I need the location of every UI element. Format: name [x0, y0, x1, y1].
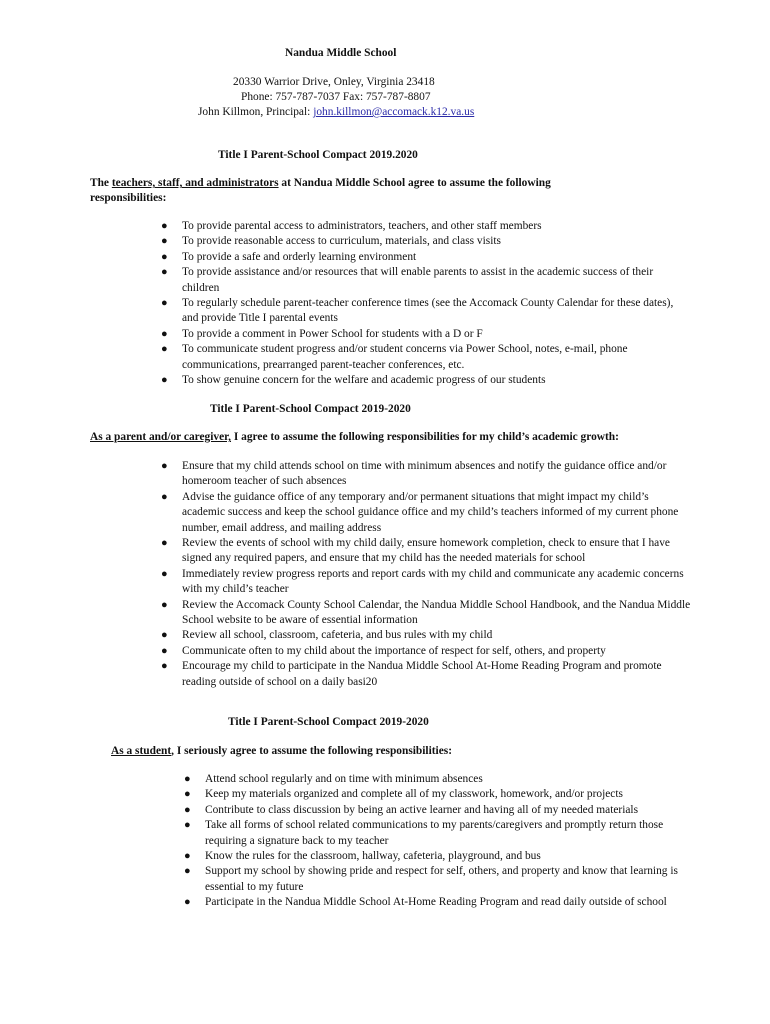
bullet-icon: ● [161, 567, 168, 580]
bullet-icon: ● [184, 819, 191, 832]
list-item-text: To regularly schedule parent-teacher conference times (see the Accomack County Calendar for these dates), and provide Title I parental events [182, 297, 674, 325]
list-item-text: Review the events of school with my child daily, ensure homework completion, check to ensure that I have signed any required papers, and ensure that my child has the needed materials for school [182, 537, 670, 565]
bullet-icon: ● [161, 327, 168, 340]
section2-title: Title I Parent-School Compact 2019-2020 [210, 403, 411, 415]
list-item-text: Immediately review progress reports and report cards with my child and communicate any academic concerns with my child’s teacher [182, 567, 684, 596]
list-item-text: Take all forms of school related communications to my parents/caregivers and promptly return those requiring a signature back to my teacher [205, 819, 664, 847]
list-item-text: To provide reasonable access to curriculum, materials, and class visits [182, 235, 501, 248]
list-item [161, 567, 692, 598]
section1-intro-prefix: The [90, 177, 112, 189]
bullet-icon: ● [161, 490, 168, 503]
section1-list [161, 219, 682, 388]
bullet-icon: ● [161, 644, 168, 657]
list-item [184, 818, 690, 849]
section1-intro-line2: responsibilities: [90, 192, 167, 204]
school-phone-fax: Phone: 757-787-7037 Fax: 757-787-8807 [241, 91, 431, 103]
bullet-icon: ● [184, 865, 191, 878]
section3-intro-suffix: , I seriously agree to assume the following responsibilities: [171, 745, 453, 757]
list-item [161, 373, 682, 388]
principal-line [198, 105, 474, 120]
list-item-text: To provide parental access to administrators, teachers, and other staff members [182, 220, 542, 232]
list-item [161, 536, 692, 567]
list-item-text: To show genuine concern for the welfare and academic progress of our students [182, 374, 546, 387]
section3-list [184, 772, 690, 911]
list-item [161, 659, 692, 690]
bullet-icon: ● [161, 374, 168, 387]
list-item [161, 219, 682, 234]
list-item [161, 250, 682, 265]
bullet-icon: ● [161, 629, 168, 642]
section2-intro-underlined: As a parent and/or caregiver, [90, 431, 232, 443]
section3-intro-underlined: As a student [111, 745, 172, 757]
list-item-text: To provide assistance and/or resources that will enable parents to assist in the academic success of their children [182, 266, 654, 294]
section3-intro [111, 744, 452, 759]
list-item [161, 327, 682, 342]
bullet-icon: ● [161, 297, 168, 310]
list-item-text: Advise the guidance office of any temporary and/or permanent situations that might impact my child’s academic success and keep the school guidance office and my child’s teachers informed of my current phone number, email address, and mailing address [182, 490, 679, 534]
list-item [161, 265, 682, 296]
list-item [184, 787, 690, 802]
section2-intro [90, 430, 619, 445]
list-item [161, 459, 692, 490]
list-item-text: Contribute to class discussion by being an active learner and having all of my needed materials [205, 803, 639, 816]
list-item-text: Support my school by showing pride and respect for self, others, and property and know that learning is essential to my future [205, 865, 678, 893]
section1-intro-suffix: at Nandua Middle School agree to assume the following [278, 177, 551, 189]
list-item-text: To provide a safe and orderly learning environment [182, 250, 417, 263]
list-item-text: Participate in the Nandua Middle School At-Home Reading Program and read daily outside of school [205, 896, 667, 909]
bullet-icon: ● [161, 460, 168, 472]
list-item-text: To provide a comment in Power School for students with a D or F [182, 327, 483, 340]
principal-email-link[interactable]: john.killmon@accomack.k12.va.us [313, 106, 475, 118]
list-item [161, 234, 682, 249]
bullet-icon: ● [161, 537, 168, 550]
bullet-icon: ● [184, 896, 191, 909]
list-item-text: To communicate student progress and/or student concerns via Power School, notes, e-mail, phone communications, prearranged parent-teacher conferences, etc. [182, 343, 628, 371]
list-item [184, 849, 690, 864]
list-item [161, 342, 682, 373]
list-item-text: Ensure that my child attends school on time with minimum absences and notify the guidance office and/or homeroom teacher of such absences [182, 460, 667, 488]
list-item [161, 598, 692, 629]
list-item [161, 490, 692, 536]
bullet-icon: ● [184, 803, 191, 816]
section1-title: Title I Parent-School Compact 2019.2020 [218, 149, 418, 161]
list-item-text: Communicate often to my child about the importance of respect for self, others, and property [182, 644, 606, 657]
bullet-icon: ● [161, 660, 168, 673]
list-item-text: Review all school, classroom, cafeteria, and bus rules with my child [182, 629, 493, 642]
list-item-text: Attend school regularly and on time with minimum absences [205, 773, 483, 785]
list-item [161, 296, 682, 327]
section1-intro [90, 176, 551, 191]
bullet-icon: ● [161, 250, 168, 263]
bullet-icon: ● [184, 788, 191, 801]
list-item [184, 864, 690, 895]
list-item [184, 803, 690, 818]
list-item [184, 895, 690, 910]
bullet-icon: ● [161, 266, 168, 279]
bullet-icon: ● [184, 773, 191, 785]
list-item [184, 772, 690, 787]
bullet-icon: ● [184, 850, 191, 863]
list-item-text: Review the Accomack County School Calendar, the Nandua Middle School Handbook, and the Nandua Middle School website to be aware of essential information [182, 598, 691, 627]
section1-intro-underlined: teachers, staff, and administrators [111, 177, 279, 189]
bullet-icon: ● [161, 598, 168, 611]
school-address: 20330 Warrior Drive, Onley, Virginia 23418 [233, 76, 435, 88]
bullet-icon: ● [161, 220, 168, 232]
list-item-text: Know the rules for the classroom, hallway, cafeteria, playground, and bus [205, 850, 541, 863]
list-item-text: Encourage my child to participate in the Nandua Middle School At-Home Reading Program and promote reading outside of school on a daily basi20 [182, 660, 662, 688]
bullet-icon: ● [161, 235, 168, 248]
section3-title: Title I Parent-School Compact 2019-2020 [228, 716, 429, 728]
section2-intro-suffix: I agree to assume the following responsibilities for my child’s academic growth: [231, 431, 619, 443]
list-item [161, 644, 692, 659]
list-item-text: Keep my materials organized and complete all of my classwork, homework, and/or projects [205, 788, 623, 801]
section2-list [161, 459, 692, 690]
school-name: Nandua Middle School [285, 47, 397, 59]
list-item [161, 628, 692, 643]
bullet-icon: ● [161, 343, 168, 356]
principal-label: John Killmon, Principal: [198, 106, 311, 118]
